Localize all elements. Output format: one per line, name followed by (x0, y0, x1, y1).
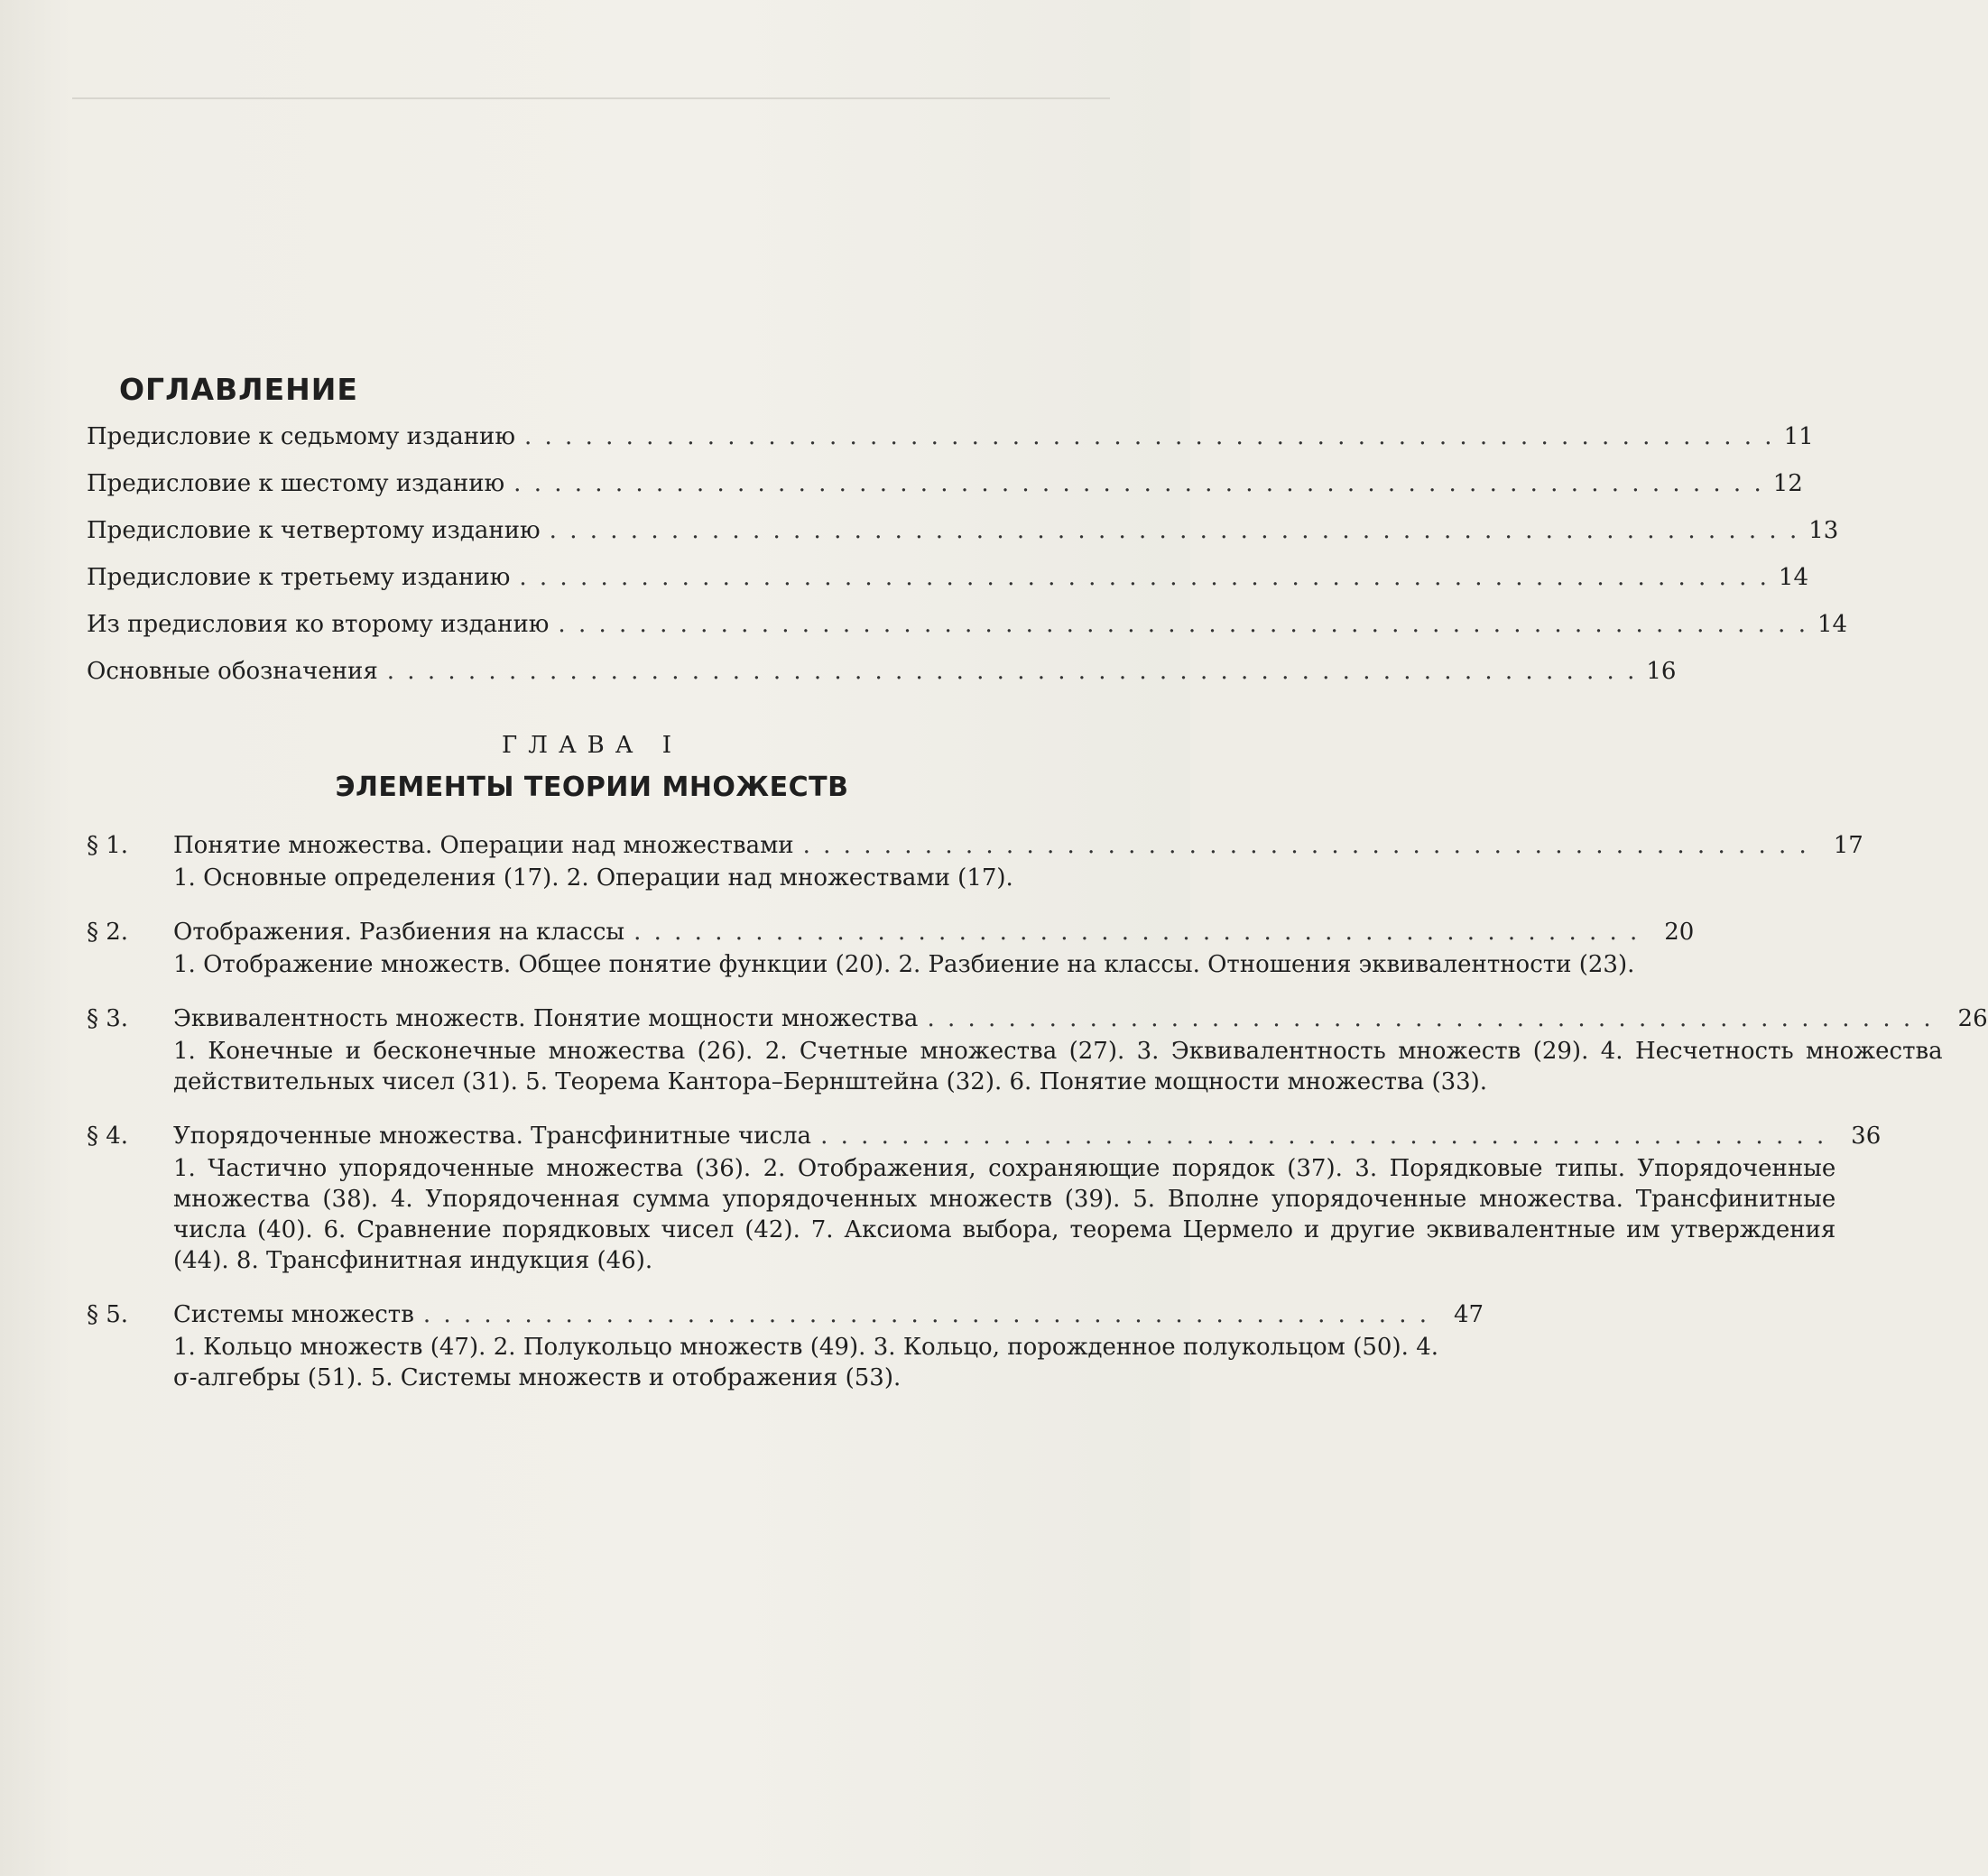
section-title: Понятие множества. Операции над множествами (173, 832, 794, 859)
dot-leader: . . . . . . . . . . . . . . . . . . . . . . . . . . . . . . . . . . . . . . . . . . . . . . . . . . (633, 919, 1641, 946)
entry-page: 12 (1772, 470, 1803, 497)
entry-title: Основные обозначения (87, 658, 378, 685)
subsection-list: 1. Конечные и бесконечные множества (26). 2. Счетные множества (27). 3. Эквивалентность множеств (29). 4. Несчетность множества действительных чисел (31). 5. Теорема Кантора–Бернштейна (32). 6. Понятие мощности множества (33). (173, 1038, 1943, 1095)
entry-page: 16 (1646, 658, 1677, 685)
section-number: § 2. (87, 919, 129, 946)
entry-page: 14 (1778, 564, 1809, 591)
section-number: § 1. (87, 832, 129, 859)
subsection-list: 1. Кольцо множеств (47). 2. Полукольцо множеств (49). 3. Кольцо, порожденное полукольцом (50). 4. σ-алгебры (51). 5. Системы множеств и отображения (53). (173, 1334, 1439, 1391)
subsection-list: 1. Основные определения (17). 2. Операции над множествами (17). (173, 864, 1013, 892)
dot-leader: . . . . . . . . . . . . . . . . . . . . . . . . . . . . . . . . . . . . . . . . . . . . . . . . . . (820, 1123, 1827, 1150)
chapter-label: ГЛАВА I (502, 732, 682, 759)
section-page: 36 (1851, 1123, 1882, 1150)
dot-leader: . . . . . . . . . . . . . . . . . . . . . . . . . . . . . . . . . . . . . . . . . . . . . . . . . . (802, 832, 1809, 859)
preface-list (87, 423, 1848, 705)
toc-entry[interactable] (87, 470, 1803, 517)
toc-section[interactable] (87, 1299, 1484, 1393)
section-number: § 5. (87, 1301, 129, 1328)
dot-leader: . . . . . . . . . . . . . . . . . . . . . . . . . . . . . . . . . . . . . . . . . . . . . . . . . . . . . . . . . . . . . . (524, 423, 1775, 450)
section-number: § 4. (87, 1123, 129, 1150)
entry-title: Предисловие к четвертому изданию (87, 517, 541, 544)
entry-title: Предисловие к шестому изданию (87, 470, 505, 497)
dot-leader: . . . . . . . . . . . . . . . . . . . . . . . . . . . . . . . . . . . . . . . . . . . . . . . . . . (422, 1301, 1430, 1328)
toc-section[interactable] (87, 917, 1695, 980)
entry-page: 13 (1808, 517, 1839, 544)
chapter-title: ЭЛЕМЕНТЫ ТЕОРИИ МНОЖЕСТВ (335, 772, 849, 803)
toc-entry[interactable] (87, 658, 1677, 705)
toc-entry[interactable] (87, 611, 1848, 658)
section-title: Эквивалентность множеств. Понятие мощности множества (173, 1005, 919, 1032)
entry-page: 14 (1817, 611, 1848, 638)
entry-title: Предисловие к седьмому изданию (87, 423, 515, 450)
section-title: Отображения. Разбиения на классы (173, 919, 625, 946)
toc-section[interactable] (87, 1003, 1988, 1097)
dot-leader: . . . . . . . . . . . . . . . . . . . . . . . . . . . . . . . . . . . . . . . . . . . . . . . . . . . . . . . . . . . . . . (519, 564, 1770, 591)
toc-section[interactable] (87, 1121, 1882, 1276)
bleed-through-rule (72, 97, 1110, 99)
dot-leader: . . . . . . . . . . . . . . . . . . . . . . . . . . . . . . . . . . . . . . . . . . . . . . . . . . . . . . . . . . . . . . (513, 470, 1764, 497)
section-page: 26 (1957, 1005, 1988, 1032)
entry-title: Предисловие к третьему изданию (87, 564, 511, 591)
section-page: 47 (1453, 1301, 1484, 1328)
section-page: 17 (1833, 832, 1863, 859)
toc-entry[interactable] (87, 517, 1839, 564)
entry-title: Из предисловия ко второму изданию (87, 611, 550, 638)
section-number: § 3. (87, 1005, 129, 1032)
toc-entry[interactable] (87, 423, 1814, 470)
section-title: Системы множеств (173, 1301, 414, 1328)
toc-entry[interactable] (87, 564, 1809, 611)
dot-leader: . . . . . . . . . . . . . . . . . . . . . . . . . . . . . . . . . . . . . . . . . . . . . . . . . . (927, 1005, 1934, 1032)
dot-leader: . . . . . . . . . . . . . . . . . . . . . . . . . . . . . . . . . . . . . . . . . . . . . . . . . . . . . . . . . . . . . . (386, 658, 1638, 685)
toc-section[interactable] (87, 830, 1863, 893)
dot-leader: . . . . . . . . . . . . . . . . . . . . . . . . . . . . . . . . . . . . . . . . . . . . . . . . . . . . . . . . . . . . . . (558, 611, 1808, 638)
subsection-list: 1. Отображение множеств. Общее понятие функции (20). 2. Разбиение на классы. Отношения эквивалентности (23). (173, 951, 1635, 978)
toc-title: ОГЛАВЛЕНИЕ (119, 372, 358, 407)
subsection-list: 1. Частично упорядоченные множества (36). 2. Отображения, сохраняющие порядок (37). 3. Порядковые типы. Упорядоченные множества (38). 4. Упорядоченная сумма упорядоченных множеств (39). 5. Вполне упорядоченные множества. Трансфинитные числа (40). 6. Сравнение порядковых чисел (42). 7. Аксиома выбора, теорема Цермело и другие эквивалентные им утверждения (44). 8. Трансфинитная индукция (46). (173, 1155, 1836, 1274)
table-of-contents (87, 372, 1988, 1417)
entry-page: 11 (1783, 423, 1814, 450)
section-page: 20 (1664, 919, 1695, 946)
dot-leader: . . . . . . . . . . . . . . . . . . . . . . . . . . . . . . . . . . . . . . . . . . . . . . . . . . . . . . . . . . . . . . (549, 517, 1800, 544)
section-title: Упорядоченные множества. Трансфинитные числа (173, 1123, 812, 1150)
